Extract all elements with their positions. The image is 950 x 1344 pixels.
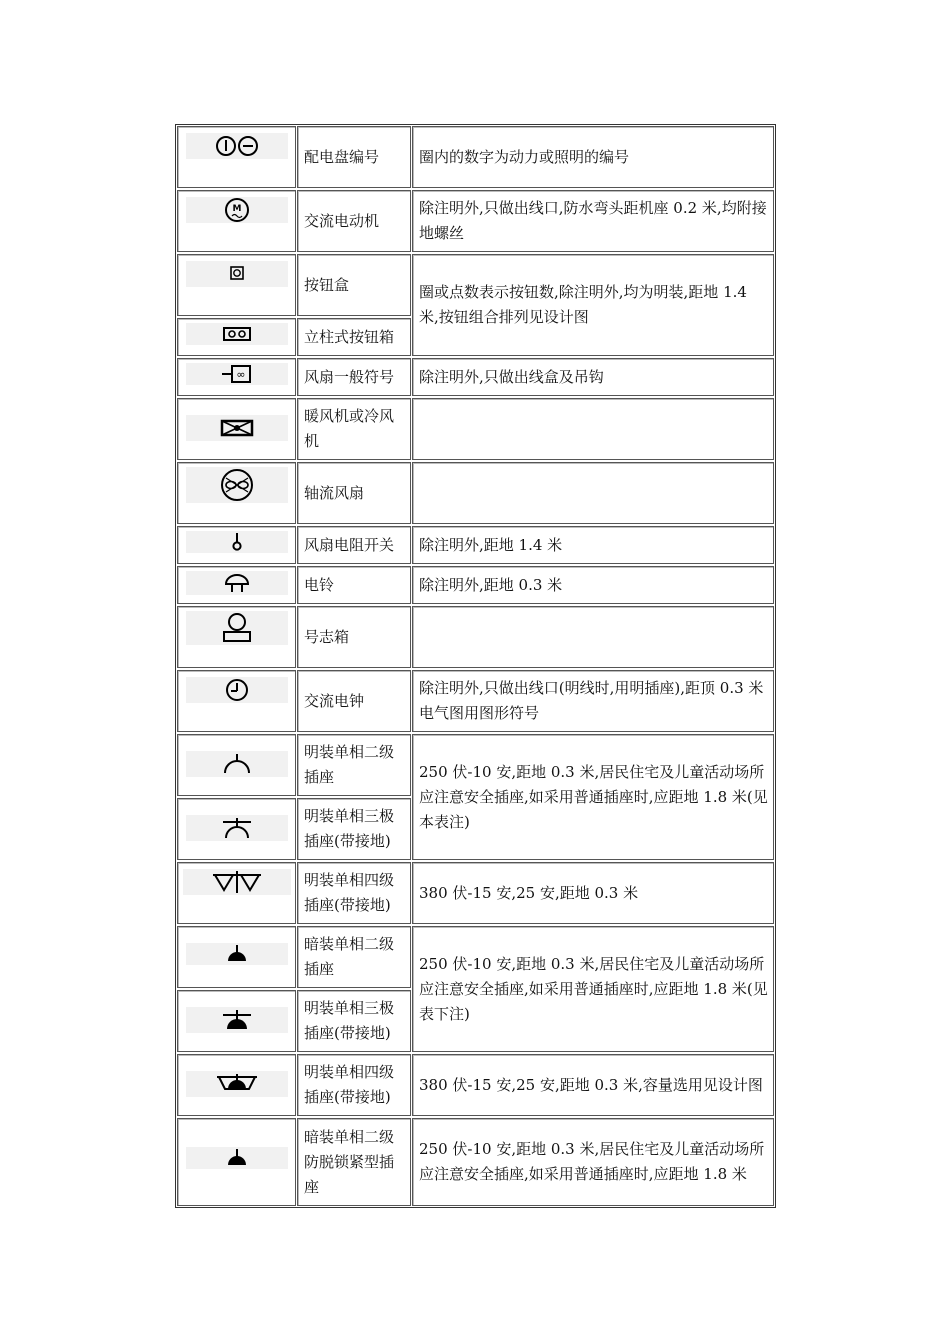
symbol-description: 除注明外,只做出线盒及吊钩 bbox=[419, 367, 604, 386]
symbol-name: 明装单相三极插座(带接地) bbox=[304, 999, 395, 1042]
symbol-name: 按钮盒 bbox=[304, 275, 350, 294]
desc-cell bbox=[412, 606, 774, 668]
name-cell bbox=[297, 398, 411, 460]
symbol-name: 风扇一般符号 bbox=[304, 367, 395, 386]
symbol-cell bbox=[177, 1118, 296, 1206]
ac-motor-icon bbox=[217, 197, 257, 223]
symbol-cell bbox=[177, 798, 296, 860]
desc-cell bbox=[412, 1118, 774, 1206]
name-cell bbox=[297, 318, 411, 356]
fan-resistor-switch-icon bbox=[217, 531, 257, 553]
symbol-cell bbox=[177, 254, 296, 316]
name-cell bbox=[297, 926, 411, 988]
symbol-cell bbox=[177, 1054, 296, 1116]
desc-cell bbox=[412, 190, 774, 252]
surface-socket-2pole-icon bbox=[217, 751, 257, 777]
symbol-cell bbox=[177, 990, 296, 1052]
name-cell bbox=[297, 190, 411, 252]
symbol-name: 配电盘编号 bbox=[304, 147, 380, 166]
desc-cell bbox=[412, 566, 774, 604]
surface-socket-3pole-icon bbox=[217, 815, 257, 841]
svg-text:M: M bbox=[232, 204, 241, 214]
symbol-description: 380 伏-15 安,25 安,距地 0.3 米 bbox=[419, 883, 639, 902]
signal-box-icon bbox=[217, 611, 257, 645]
symbol-name: 明装单相四级插座(带接地) bbox=[304, 1063, 395, 1106]
name-cell bbox=[297, 566, 411, 604]
concealed-socket-4pole-icon bbox=[207, 1071, 267, 1097]
symbol-cell bbox=[177, 126, 296, 188]
symbol-description: 除注明外,只做出线口(明线时,用明插座),距顶 0.3 米电气图用图形符号 bbox=[419, 679, 764, 722]
axial-fan-icon bbox=[217, 467, 257, 503]
symbol-description: 除注明外,距地 1.4 米 bbox=[419, 535, 563, 554]
symbol-name: 暗装单相二级防脱锁紧型插座 bbox=[304, 1127, 395, 1196]
symbol-cell bbox=[177, 398, 296, 460]
symbol-name: 交流电钟 bbox=[304, 691, 365, 710]
fan-icon bbox=[217, 363, 257, 385]
symbol-cell bbox=[177, 190, 296, 252]
desc-cell bbox=[412, 1054, 774, 1116]
desc-cell bbox=[412, 526, 774, 564]
symbol-description: 250 伏-10 安,距地 0.3 米,居民住宅及儿童活动场所应注意安全插座,如采用普通插座时,应距地 1.8 米(见本表注) bbox=[419, 762, 768, 831]
desc-cell bbox=[412, 926, 774, 1052]
distribution-board-icon bbox=[207, 133, 267, 159]
name-cell bbox=[297, 606, 411, 668]
name-cell bbox=[297, 126, 411, 188]
desc-cell bbox=[412, 126, 774, 188]
svg-text:∞: ∞ bbox=[235, 368, 246, 381]
symbol-description: 250 伏-10 安,距地 0.3 米,居民住宅及儿童活动场所应注意安全插座,如采用普通插座时,应距地 1.8 米(见表下注) bbox=[419, 954, 768, 1023]
symbol-cell bbox=[177, 526, 296, 564]
symbol-cell bbox=[177, 566, 296, 604]
symbol-name: 风扇电阻开关 bbox=[304, 535, 395, 554]
symbol-description: 除注明外,距地 0.3 米 bbox=[419, 575, 563, 594]
name-cell bbox=[297, 798, 411, 860]
symbol-name: 电铃 bbox=[304, 575, 335, 594]
anti-disconnect-socket-icon bbox=[217, 1147, 257, 1169]
surface-socket-4pole-icon bbox=[207, 869, 267, 895]
name-cell bbox=[297, 254, 411, 316]
symbol-name: 交流电动机 bbox=[304, 211, 380, 230]
desc-cell bbox=[412, 254, 774, 356]
desc-cell bbox=[412, 462, 774, 524]
symbol-description: 380 伏-15 安,25 安,距地 0.3 米,容量选用见设计图 bbox=[419, 1075, 763, 1094]
column-button-box-icon bbox=[217, 323, 257, 345]
ac-clock-icon bbox=[217, 677, 257, 703]
symbol-name: 明装单相四级插座(带接地) bbox=[304, 871, 395, 914]
desc-cell bbox=[412, 358, 774, 396]
symbol-cell bbox=[177, 606, 296, 668]
name-cell bbox=[297, 862, 411, 924]
symbol-name: 号志箱 bbox=[304, 627, 350, 646]
name-cell bbox=[297, 1118, 411, 1206]
desc-cell bbox=[412, 734, 774, 860]
name-cell bbox=[297, 670, 411, 732]
desc-cell bbox=[412, 670, 774, 732]
symbol-table bbox=[175, 124, 776, 1208]
desc-cell bbox=[412, 862, 774, 924]
symbol-cell bbox=[177, 926, 296, 988]
symbol-cell bbox=[177, 318, 296, 356]
heater-cooler-icon bbox=[217, 415, 257, 441]
symbol-cell bbox=[177, 734, 296, 796]
button-box-icon bbox=[217, 261, 257, 287]
symbol-description: 圈内的数字为动力或照明的编号 bbox=[419, 147, 630, 166]
symbol-name: 轴流风扇 bbox=[304, 483, 365, 502]
symbol-name: 暗装单相二级插座 bbox=[304, 935, 395, 978]
symbol-description: 250 伏-10 安,距地 0.3 米,居民住宅及儿童活动场所应注意安全插座,如采用普通插座时,应距地 1.8 米 bbox=[419, 1140, 765, 1183]
desc-cell bbox=[412, 398, 774, 460]
name-cell bbox=[297, 526, 411, 564]
symbol-name: 立柱式按钮箱 bbox=[304, 327, 395, 346]
name-cell bbox=[297, 990, 411, 1052]
symbol-description: 圈或点数表示按钮数,除注明外,均为明装,距地 1.4 米,按钮组合排列见设计图 bbox=[419, 283, 747, 326]
symbol-name: 明装单相二级插座 bbox=[304, 743, 395, 786]
symbol-cell bbox=[177, 670, 296, 732]
concealed-socket-2pole-icon bbox=[217, 943, 257, 965]
symbol-cell bbox=[177, 462, 296, 524]
symbol-name: 暖风机或冷风机 bbox=[304, 407, 395, 450]
name-cell bbox=[297, 734, 411, 796]
symbol-description: 除注明外,只做出线口,防水弯头距机座 0.2 米,均附接地螺丝 bbox=[419, 199, 767, 242]
symbol-name: 明装单相三极插座(带接地) bbox=[304, 807, 395, 850]
name-cell bbox=[297, 1054, 411, 1116]
name-cell bbox=[297, 358, 411, 396]
symbol-cell bbox=[177, 862, 296, 924]
symbol-cell bbox=[177, 358, 296, 396]
concealed-socket-3pole-icon bbox=[217, 1007, 257, 1033]
name-cell bbox=[297, 462, 411, 524]
bell-icon bbox=[217, 571, 257, 595]
